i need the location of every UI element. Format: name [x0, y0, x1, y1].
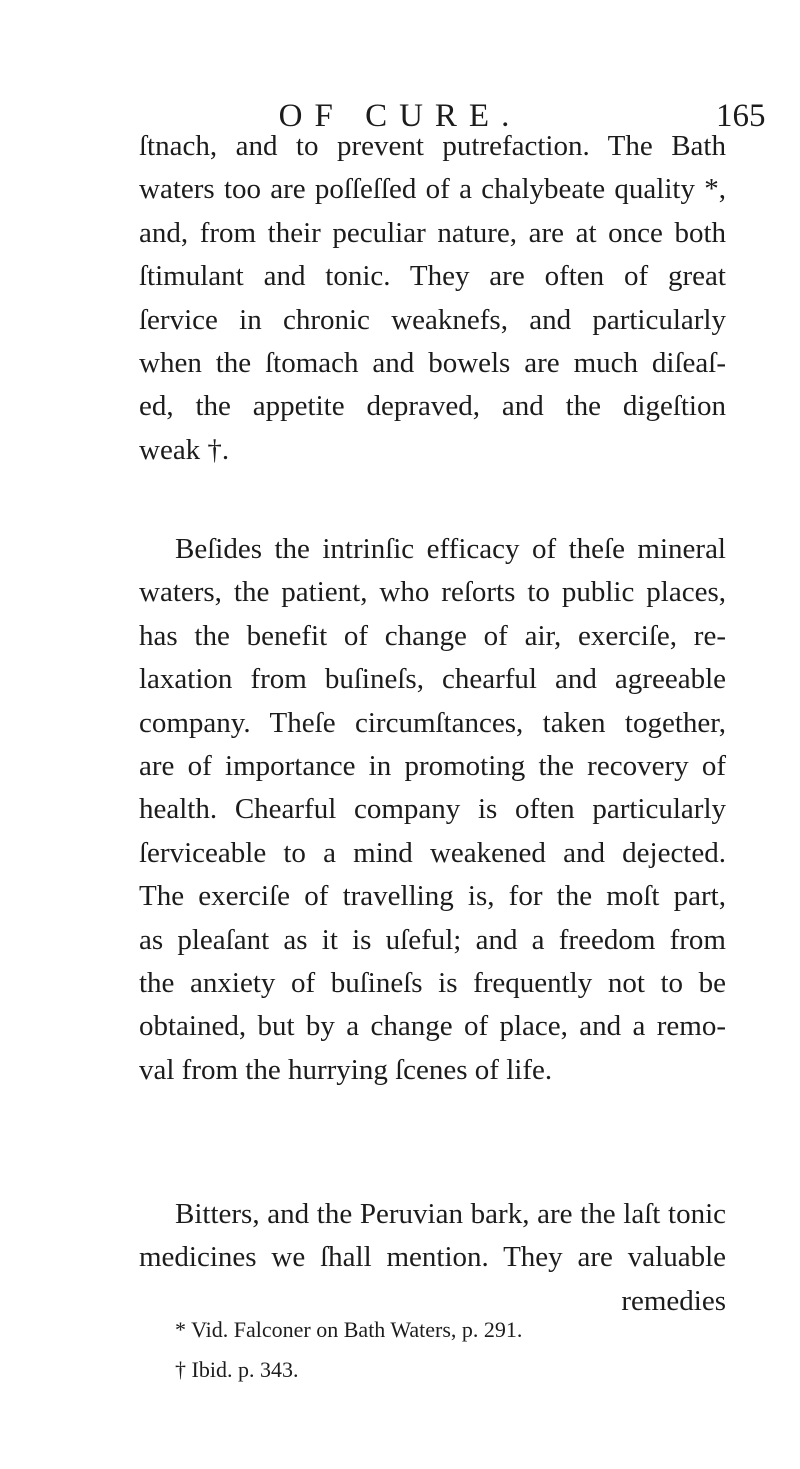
text-line: the anxiety of buſineſs is frequently not to be: [139, 966, 726, 999]
text-line: ed, the appetite depraved, and the digeſtion: [139, 390, 726, 423]
text-line: Beſides the intrinſic efficacy of theſe mineral: [175, 533, 726, 565]
catchword: remedies: [621, 1284, 726, 1317]
text-line: has the benefit of change of air, exerciſe, re-: [139, 619, 726, 652]
text-line: ſtnach, and to prevent putrefaction. The Bath: [139, 130, 726, 162]
footnotes: [175, 1310, 725, 1390]
footnote-falconer: * Vid. Falconer on Bath Waters, p. 291.: [175, 1317, 523, 1342]
text-line: ſtimulant and tonic. They are often of great: [139, 260, 726, 293]
text-line: medicines we ſhall mention. They are valuable: [139, 1241, 726, 1274]
text-line: as pleaſant as it is uſeful; and a freedom from: [139, 923, 726, 956]
text-line: obtained, but by a change of place, and a remo-: [139, 1010, 726, 1043]
page-number: 165: [716, 98, 766, 134]
paragraph-bath-waters: [139, 125, 726, 472]
paragraph-mineral-waters: [139, 528, 726, 1092]
text-line: waters, the patient, who reſorts to public places,: [139, 576, 726, 609]
text-line: health. Chearful company is often particularly: [139, 793, 726, 826]
text-line: company. Theſe circumſtances, taken together,: [139, 706, 726, 739]
paragraph-bitters: [139, 1193, 726, 1323]
text-line: val from the hurrying ſcenes of life.: [139, 1053, 553, 1086]
text-line: when the ſtomach and bowels are much diſeaſ-: [139, 346, 726, 379]
text-line: and, from their peculiar nature, are at once both: [139, 216, 726, 249]
text-line: weak †.: [139, 433, 230, 466]
text-line: are of importance in promoting the recovery of: [139, 749, 726, 782]
text-line: ſervice in chronic weaknefs, and particularly: [139, 303, 726, 336]
text-line: Bitters, and the Peruvian bark, are the laſt tonic: [175, 1198, 726, 1230]
text-line: laxation from buſineſs, chearful and agreeable: [139, 663, 726, 696]
text-line: The exerciſe of travelling is, for the moſt part,: [139, 880, 726, 913]
text-line: waters too are poſſeſſed of a chalybeate quality *,: [139, 173, 726, 206]
running-head-title: OF CURE.: [278, 98, 522, 134]
footnote-ibid: † Ibid. p. 343.: [175, 1357, 299, 1382]
text-line: ſerviceable to a mind weakened and dejected.: [139, 836, 726, 869]
